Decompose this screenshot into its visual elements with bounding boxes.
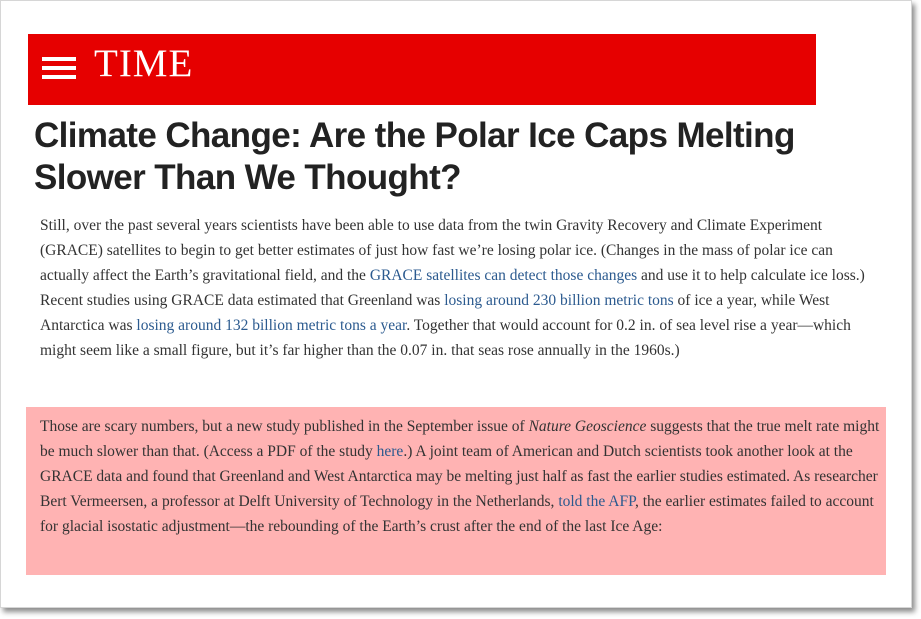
paragraph-text: .) A joint team of American and Dutch scientists took another look at the GRACE data and found that Greenland and West Antarctica may be melting just half as fast the earlier studies estimated. As researcher Bert Vermeersen, a professor at Delft University of Technology in the Netherlands, bbox=[40, 443, 878, 510]
paragraph-text: Those are scary numbers, but a new study published in the September issue of bbox=[40, 418, 529, 435]
paragraph-text: of ice a year, while West Antarctica was bbox=[40, 292, 830, 334]
study-pdf-link[interactable]: here bbox=[376, 443, 404, 460]
paragraph-text: and use it to help calculate ice loss.) Recent studies using GRACE data estimated that Greenland was bbox=[40, 267, 865, 309]
journal-name: Nature Geoscience bbox=[528, 418, 647, 435]
paragraph-text: , the earlier estimates failed to account for glacial isostatic adjustment—the rebounding of the Earth’s crust after the end of the last Ice Age: bbox=[40, 493, 874, 535]
article-paragraph-1 bbox=[40, 213, 880, 363]
article-headline: Climate Change: Are the Polar Ice Caps Melting Slower Than We Thought? bbox=[34, 116, 795, 197]
west-antarctica-ice-loss-link[interactable]: losing around 132 billion metric tons a year bbox=[136, 317, 407, 334]
paragraph-text: . Together that would account for 0.2 in. of sea level rise a year—which might seem like a small figure, but it’s far higher than the 0.07 in. that seas rose annually in the 1960s.) bbox=[40, 317, 851, 359]
hamburger-menu-icon[interactable] bbox=[42, 53, 76, 83]
time-masthead bbox=[28, 34, 816, 105]
paragraph-text: Still, over the past several years scientists have been able to use data from the twin Gravity Recovery and Climate Experiment (GRACE) satellites to begin to get better estimates of just how fast we’re losing polar ice. (Changes in the mass of polar ice can actually affect the Earth’s gravitational field, and the bbox=[40, 217, 833, 284]
greenland-ice-loss-link[interactable]: losing around 230 billion metric tons bbox=[444, 292, 674, 309]
afp-link[interactable]: told the AFP bbox=[558, 493, 635, 510]
paragraph-text: suggests that the true melt rate might be much slower than that. (Access a PDF of the study bbox=[40, 418, 880, 460]
time-logo[interactable]: TIME bbox=[94, 42, 194, 85]
grace-satellites-link[interactable]: GRACE satellites can detect those changes bbox=[369, 267, 638, 284]
article-paragraph-2 bbox=[40, 414, 880, 539]
